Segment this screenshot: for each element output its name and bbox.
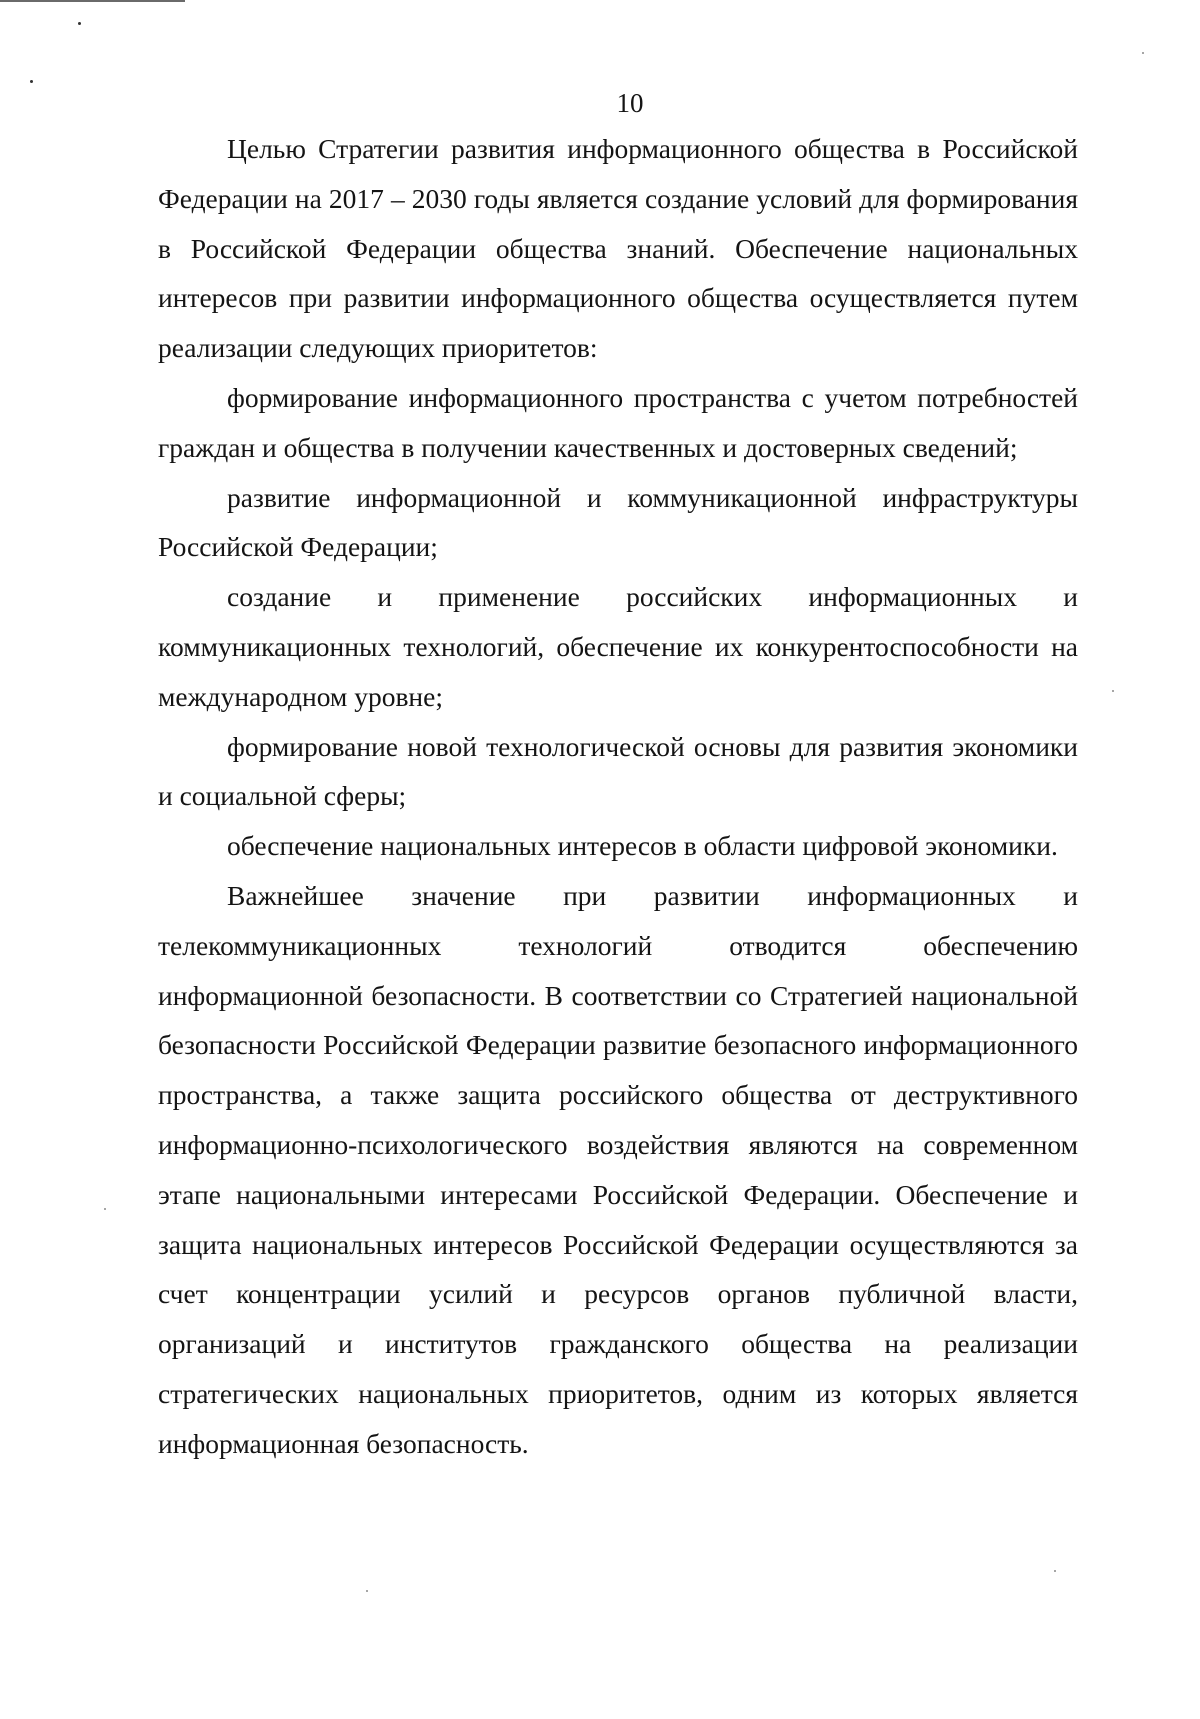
scan-speck <box>78 22 81 25</box>
paragraph-priority-info-space: формирование информационного пространства с учетом потребностей граждан и общества в получении качественных и достоверных сведений; <box>158 381 1078 463</box>
scan-speck <box>1112 690 1114 692</box>
paragraph-strategy-goal: Целью Стратегии развития информационного общества в Российской Федерации на 2017 – 2030 годы является создание условий для формирования в Российской Федерации общества знаний. Обеспечение национальных интересов при развитии информационного общества осуществляется путем реализации следующих приоритетов: <box>158 133 1078 364</box>
scan-speck <box>104 1208 106 1210</box>
scan-speck <box>1054 1570 1056 1572</box>
document-body <box>158 124 1078 1469</box>
paragraph-information-security: Важнейшее значение при развитии информационных и телекоммуникационных технологий отводится обеспечению информационной безопасности. В соответствии со Стратегией национальной безопасности Российской Федерации развитие безопасного информационного пространства, а также защита российского общества от деструктивного информационно-психологического воздействия являются на современном этапе национальными интересами Российской Федерации. Обеспечение и защита национальных интересов Российской Федерации осуществляются за счет концентрации усилий и ресурсов органов публичной власти, организаций и институтов гражданского общества на реализации стратегических национальных приоритетов, одним из которых является информационная безопасность. <box>158 879 1078 1459</box>
scan-speck <box>1142 52 1144 54</box>
scan-speck <box>366 1590 368 1592</box>
paragraph-priority-digital-economy: обеспечение национальных интересов в области цифровой экономики. <box>227 830 1058 862</box>
paragraph-priority-tech-basis: формирование новой технологической основы для развития экономики и социальной сферы; <box>158 730 1078 812</box>
scan-edge-line <box>0 0 185 2</box>
paragraph-priority-technologies: создание и применение российских информационных и коммуникационных технологий, обеспечение их конкурентоспособности на международном уровне; <box>158 581 1078 712</box>
paragraph-priority-infrastructure: развитие информационной и коммуникационной инфраструктуры Российской Федерации; <box>158 481 1078 563</box>
scan-speck <box>30 80 33 83</box>
page-number: 10 <box>616 88 644 118</box>
